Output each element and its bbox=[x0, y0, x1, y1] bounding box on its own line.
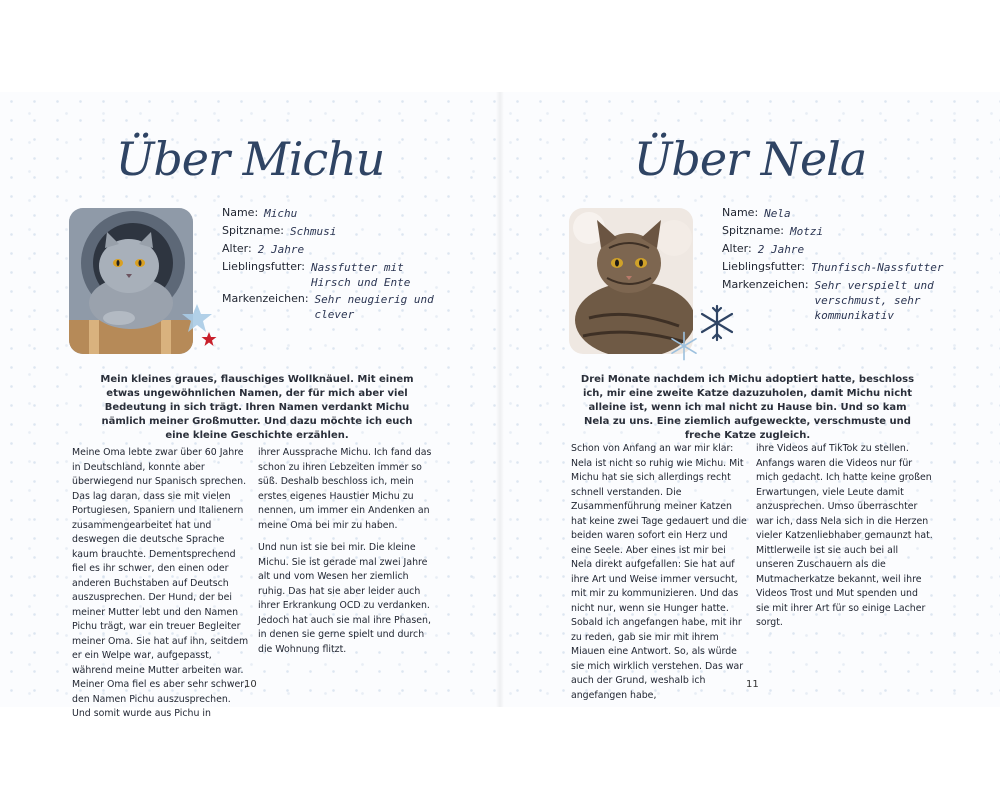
fact-name: Name: Michu bbox=[222, 206, 298, 220]
left-page bbox=[0, 92, 500, 719]
text-column-1 bbox=[571, 442, 749, 711]
text-column-1 bbox=[72, 446, 250, 730]
page-number: 10 bbox=[244, 679, 257, 690]
snowflake-icon bbox=[668, 330, 700, 366]
fact-trademark: Markenzeichen: Sehr verspielt und verschmust, sehr kommunikativ bbox=[722, 278, 934, 322]
fact-age: Alter: 2 Jahre bbox=[222, 242, 305, 256]
intro-text: Mein kleines graues, flauschiges Wollknäuel. Mit einem etwas ungewöhnlichen Namen, der für mich aber viel Bedeutung in sich trägt. Ihren Namen verdankt Michu nämlich meiner Großmutter. Und dazu möchte ich euch eine kleine Geschichte erzählen. bbox=[100, 374, 414, 441]
page-number: 11 bbox=[746, 679, 759, 690]
fact-nickname: Spitzname: Schmusi bbox=[222, 224, 337, 238]
fact-favorite-food: Lieblingsfutter: Thunfisch-Nassfutter bbox=[722, 260, 944, 274]
text-column-2 bbox=[258, 446, 436, 665]
fact-age: Alter: 2 Jahre bbox=[722, 242, 805, 256]
paragraph: Meine Oma lebte zwar über 60 Jahre in Deutschland, konnte aber überwiegend nur Spanisch sprechen. Das lag daran, dass sie mit vielen Portugiesen, Spaniern und Italienern zusammengearbeitet hat und deswegen die deutsche Sprache kaum brauchte. Dementsprechend fiel es ihr schwer, den einen oder anderen Buchstaben auf Deutsch auszusprechen. Der Hund, der bei meiner Mutter lebt und den Namen Pichu trägt, war ein treuer Begleiter meiner Oma. Sie hat auf ihn, seitdem er ein Welpe war, aufgepasst, während meine Mutter arbeiten war. Meiner Oma fiel es aber sehr schwer, den Namen Pichu auszusprechen. Und somit wurde aus Pichu in bbox=[72, 447, 249, 719]
fact-list bbox=[222, 204, 452, 322]
paragraph: ihre Videos auf TikTok zu stellen. Anfangs waren die Videos nur für mich gedacht. Ich hatte keine großen Erwartungen, viele Leute damit anzusprechen. Umso überraschter war ich, dass Nela sich in die Herzen vieler Katzenliebhaber gemaunzt hat. Mittlerweile ist sie auch bei all unseren Zuschauern als die Mutmacherkatze bekannt, weil ihre Videos Trost und Mut spenden und sie mit ihrer Art für so einige Lacher sorgt. bbox=[756, 443, 933, 628]
intro-text: Drei Monate nachdem ich Michu adoptiert hatte, beschloss ich, mir eine zweite Katze dazuzuholen, damit Michu nicht alleine ist, wenn ich mal nicht zu Hause bin. Und so kam Nela zu uns. Eine ziemlich aufgeweckte, verschmuste und freche Katze zugleich. bbox=[580, 374, 915, 441]
fact-trademark: Markenzeichen: Sehr neugierig und clever bbox=[222, 292, 434, 321]
fact-name: Name: Nela bbox=[722, 206, 791, 220]
cat-photo-michu bbox=[69, 208, 193, 354]
paragraph: Schon von Anfang an war mir klar: Nela ist nicht so ruhig wie Michu. Mit Michu hat sie sich allerdings recht schnell verstanden. Die Zusammenführung meiner Katzen hat keine zwei Tage gedauert und die beiden waren sofort ein Herz und eine Seele. Aber eines ist mir bei Nela direkt aufgefallen: Sie hat auf ihre Art und Weise immer versucht, mit mir zu kommunizieren. Und das nicht nur, wenn sie Hunger hatte. Sobald ich angefangen habe, mit ihr zu reden, gab sie mir mit ihrem Miauen eine Antwort. So, als würde sie mich wirklich verstehen. Das war auch der Grund, weshalb ich angefangen habe, bbox=[571, 443, 747, 701]
fact-nickname: Spitzname: Motzi bbox=[722, 224, 824, 238]
book-spread bbox=[0, 92, 1000, 719]
page-title: Über Nela bbox=[633, 132, 867, 186]
star-icon bbox=[201, 331, 217, 351]
paragraph: ihrer Aussprache Michu. Ich fand das schon zu ihren Lebzeiten immer so süß. Deshalb beschloss ich, mein erstes eigenes Haustier Michu zu nennen, um immer ein Andenken an meine Oma bei mir zu haben. bbox=[258, 447, 432, 531]
right-page bbox=[500, 92, 1000, 707]
text-column-2 bbox=[756, 442, 934, 639]
fact-list bbox=[722, 204, 962, 323]
page-title: Über Michu bbox=[115, 132, 385, 186]
paragraph: Und nun ist sie bei mir. Die kleine Michu. Sie ist gerade mal zwei Jahre alt und vom Wesen her ziemlich ruhig. Das hat sie aber leider auch ihrer Erkrankung OCD zu verdanken. Jedoch hat auch sie mal ihre Phasen, in denen sie gerne spielt und durch die Wohnung flitzt. bbox=[258, 542, 431, 655]
fact-favorite-food: Lieblingsfutter: Nassfutter mit Hirsch und Ente bbox=[222, 260, 411, 289]
